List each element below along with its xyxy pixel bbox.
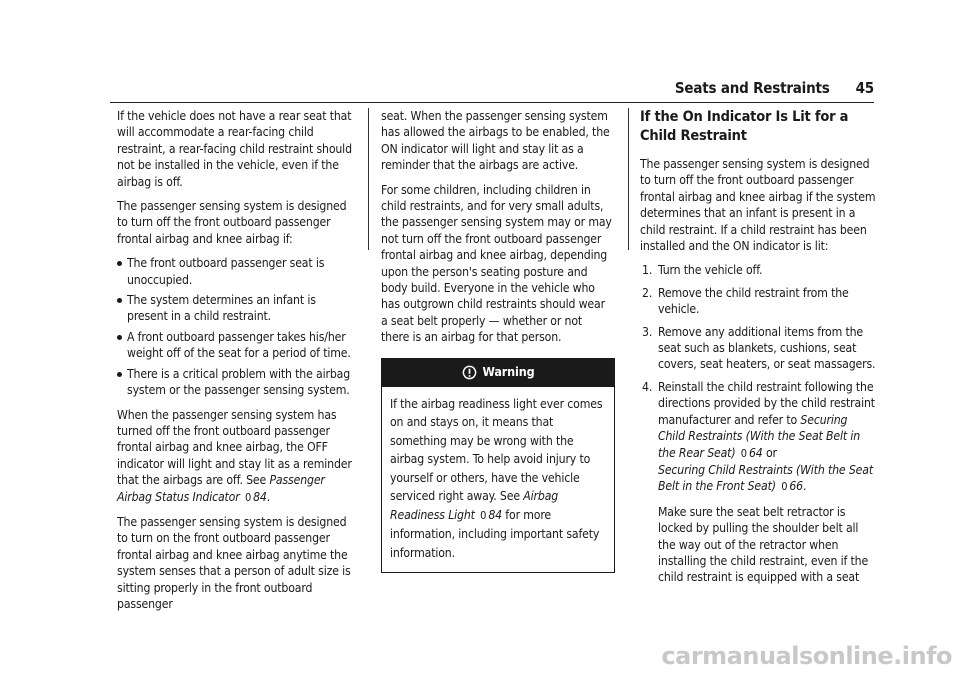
bullet-icon	[117, 261, 122, 266]
warning-icon	[462, 365, 477, 380]
cross-reference-link[interactable]: Securing Child Restraints (With the Seat Belt in the Front Seat)	[658, 462, 873, 494]
warning-header	[382, 359, 614, 387]
section-title: Seats and Restraints	[674, 79, 830, 97]
page-header	[110, 79, 874, 97]
page-ref-icon: 0	[480, 508, 487, 522]
list-item: The system determines an infant is present in a child restraint.	[117, 292, 358, 325]
paragraph: The passenger sensing system is designed to turn on the front outboard passenger frontal airbag and knee airbag anytime the system senses that a person of adult size is sitting properly in the front outboard passenger	[117, 514, 351, 611]
paragraph: If the vehicle does not have a rear seat that will accommodate a rear-facing child restraint, a rear-facing child restraint should not be installed in the vehicle, even if the airbag is off.	[117, 109, 352, 189]
cross-reference-link[interactable]: Airbag Readiness Light	[390, 489, 559, 522]
cross-reference-link[interactable]: Passenger Airbag Status Indicator	[117, 473, 325, 504]
warning-body	[382, 387, 614, 573]
cross-reference-link[interactable]: Securing Child Restraints (With the Seat Belt in the Rear Seat)	[658, 412, 861, 460]
page-ref-number[interactable]: 66	[789, 479, 804, 494]
warning-box	[381, 358, 615, 574]
page-ref-number[interactable]: 84	[253, 489, 267, 504]
paragraph: seat. When the passenger sensing system has allowed the airbags to be enabled, the ON indicator will light and stay lit as a reminder that the airbags are active.	[381, 109, 610, 173]
paragraph: Make sure the seat belt retractor is locked by pulling the shoulder belt all the way out of the retractor when installing the child restraint, even if the child restraint is equipped with a seat	[658, 504, 869, 585]
page-ref-number[interactable]: 84	[488, 507, 502, 522]
column-1	[117, 108, 358, 620]
paragraph: The passenger sensing system is designed to turn off the front outboard passenger frontal airbag and knee airbag if the system determines that an infant is present in a child restraint. If a child restraint has been installed and the ON indicator is lit:	[640, 157, 876, 254]
page-ref-number[interactable]: 64	[748, 445, 763, 460]
paragraph: The passenger sensing system is designed to turn off the front outboard passenger frontal airbag and knee airbag if:	[117, 199, 347, 246]
list-item: There is a critical problem with the airbag system or the passenger sensing system.	[117, 366, 358, 399]
list-item: 4. Reinstall the child restraint following the directions provided by the child restraint manufacturer and refer to Securing Child Restraints (With the Seat Belt in the Rear Seat) 0 64 or Securing Child Restraints (With the Seat Belt in the Front Seat) 0 66. Make sure the seat belt retractor is locked by pulling the shoulder belt all the way out of the retractor when installing the child restraint, even if the child restraint is equipped with a seat	[642, 379, 875, 585]
section-heading: If the On Indicator Is Lit for a Child Restraint	[640, 109, 849, 144]
paragraph: For some children, including children in child restraints, and for very small adults, the passenger sensing system may or may not turn off the front outboard passenger frontal airbag and knee airbag, depending upon the person's seating posture and body build. Everyone in the vehicle who has outgrown child restraints should wear a seat belt properly — whether or not there is an airbag for that person.	[381, 182, 612, 345]
step-list	[640, 262, 876, 585]
list-item: A front outboard passenger takes his/her weight off of the seat for a period of time.	[117, 329, 358, 362]
paragraph: When the passenger sensing system has turned off the front outboard passenger frontal airbag and knee airbag, the OFF indicator will light and stay lit as a reminder that the airbags are off. See Passenger Airbag Status Indicator 0 84.	[117, 407, 352, 504]
list-item: 2. Remove the child restraint from the vehicle.	[642, 285, 849, 317]
watermark: carmanualsonline.info	[661, 642, 952, 670]
list-item: 3. Remove any additional items from the seat such as blankets, cushions, seat covers, seat heaters, or seat massagers.	[642, 324, 876, 372]
column-divider	[628, 108, 629, 250]
page-ref-icon: 0	[781, 480, 788, 494]
warning-text: If the airbag readiness light ever comes on and stays on, it means that something may be wrong with the airbag system. To help avoid injury to yourself or others, have the vehicle serviced right away. See Airbag Readiness Light 0 84 for more information, including important safety information.	[390, 396, 603, 560]
warning-title: Warning	[482, 364, 535, 380]
bullet-icon	[117, 298, 122, 303]
page-ref-icon: 0	[244, 490, 252, 504]
bullet-list	[117, 255, 358, 398]
page-number: 45	[855, 79, 874, 97]
page-ref-icon: 0	[740, 446, 747, 460]
bullet-icon	[117, 372, 122, 377]
bullet-icon	[117, 335, 122, 340]
column-divider	[368, 108, 369, 250]
column-2	[381, 108, 613, 573]
list-item: 1. Turn the vehicle off.	[642, 263, 763, 278]
list-item: The front outboard passenger seat is unoccupied.	[117, 255, 358, 288]
column-3	[640, 108, 876, 592]
header-rule	[110, 102, 874, 103]
